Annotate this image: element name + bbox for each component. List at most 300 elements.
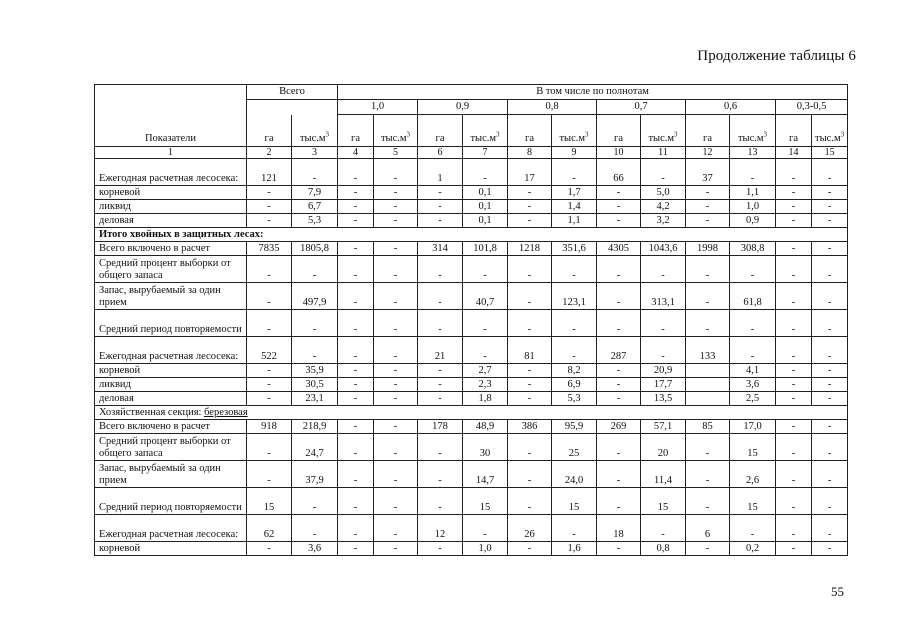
table-cell: -	[597, 392, 641, 406]
table-cell: -	[812, 256, 848, 283]
table-cell: 314	[418, 242, 463, 256]
table-cell: -	[686, 200, 730, 214]
table-cell: -	[597, 256, 641, 283]
table-cell: -	[374, 488, 418, 515]
table-cell: 35,9	[292, 364, 338, 378]
header-density: 0,3-0,5	[776, 100, 848, 115]
table-cell: 1,8	[463, 392, 508, 406]
row-label	[95, 461, 247, 488]
table-cell: 5,3	[292, 214, 338, 228]
table-cell: -	[374, 461, 418, 488]
table-cell: 918	[247, 420, 292, 434]
table-cell: 1,7	[552, 186, 597, 200]
table-cell: -	[374, 434, 418, 461]
table-cell: 2,5	[730, 392, 776, 406]
header-including: В том числе по полнотам	[338, 85, 848, 100]
row-label-text: корневой	[99, 365, 141, 376]
table-cell: -	[812, 283, 848, 310]
column-number: 12	[686, 147, 730, 159]
row-label-text: деловая	[99, 393, 134, 404]
table-cell: 15	[730, 434, 776, 461]
table-cell: -	[508, 214, 552, 228]
table-cell: -	[418, 283, 463, 310]
table-cell: -	[552, 515, 597, 542]
table-cell: 2,7	[463, 364, 508, 378]
table-cell	[686, 378, 730, 392]
table-cell: 61,8	[730, 283, 776, 310]
table-cell: -	[597, 378, 641, 392]
table-cell: 95,9	[552, 420, 597, 434]
table-cell: 6,7	[292, 200, 338, 214]
table-cell: 351,6	[552, 242, 597, 256]
table-cell: -	[374, 420, 418, 434]
page-number: 55	[831, 584, 844, 599]
unit-m3-superscript: 3	[496, 130, 500, 139]
table-cell: 14,7	[463, 461, 508, 488]
table-cell: -	[812, 378, 848, 392]
table-cell: 8,2	[552, 364, 597, 378]
row-label-text: Средний процент выборки от общего запаса	[99, 436, 231, 459]
table-cell: -	[247, 378, 292, 392]
table-cell: 1218	[508, 242, 552, 256]
table-cell: 0,1	[463, 214, 508, 228]
table-cell: -	[338, 337, 374, 364]
table-cell: -	[338, 256, 374, 283]
table-cell: -	[247, 283, 292, 310]
table-cell: -	[418, 378, 463, 392]
table-cell: -	[597, 200, 641, 214]
table-cell: -	[374, 364, 418, 378]
table-cell: -	[247, 186, 292, 200]
table-cell: -	[552, 159, 597, 186]
row-label-text: Ежегодная расчетная лесосека:	[99, 351, 239, 362]
table-cell: -	[776, 364, 812, 378]
header-unit-m3	[463, 115, 508, 147]
table-cell: -	[508, 542, 552, 556]
table-cell: -	[418, 434, 463, 461]
header-unit-ha: га	[247, 115, 292, 147]
table-cell: -	[508, 364, 552, 378]
column-number: 14	[776, 147, 812, 159]
table-row	[95, 310, 848, 337]
table-cell: 3,2	[641, 214, 686, 228]
row-label	[95, 186, 247, 200]
table-cell: -	[374, 392, 418, 406]
table-caption: Продолжение таблицы 6	[697, 48, 856, 64]
table-cell: 7,9	[292, 186, 338, 200]
table-cell: 40,7	[463, 283, 508, 310]
table-cell: -	[374, 186, 418, 200]
table-cell: -	[686, 214, 730, 228]
table-cell: -	[641, 337, 686, 364]
header-density: 1,0	[338, 100, 418, 115]
table-cell: 81	[508, 337, 552, 364]
table-cell	[686, 364, 730, 378]
section-row	[95, 406, 848, 420]
row-label-text: Запас, вырубаемый за один прием	[99, 285, 221, 308]
table-cell: 123,1	[552, 283, 597, 310]
table-cell: 25	[552, 434, 597, 461]
row-label-text: ликвид	[99, 379, 131, 390]
column-number: 7	[463, 147, 508, 159]
table-cell: -	[338, 378, 374, 392]
row-label	[95, 378, 247, 392]
table-cell: 26	[508, 515, 552, 542]
table-cell: -	[597, 542, 641, 556]
table-cell: -	[374, 242, 418, 256]
header-unit-ha: га	[776, 115, 812, 147]
table-cell: -	[418, 256, 463, 283]
table-cell: 85	[686, 420, 730, 434]
table-cell: 30,5	[292, 378, 338, 392]
table-cell: 3,6	[292, 542, 338, 556]
table-cell: -	[776, 337, 812, 364]
table-cell: -	[247, 392, 292, 406]
table-cell: 0,1	[463, 186, 508, 200]
header-total-blank	[247, 100, 338, 115]
table-cell: -	[776, 488, 812, 515]
table-cell: -	[686, 186, 730, 200]
table-cell: 6,9	[552, 378, 597, 392]
header-unit-ha: га	[508, 115, 552, 147]
unit-m3-superscript: 3	[325, 130, 330, 139]
column-number: 15	[812, 147, 848, 159]
row-label-text: корневой	[99, 543, 141, 554]
table-cell: -	[338, 159, 374, 186]
column-number: 1	[95, 147, 247, 159]
unit-m3-text: тыс.м	[559, 133, 586, 144]
table-cell: -	[812, 242, 848, 256]
table-cell: -	[292, 488, 338, 515]
section-row	[95, 228, 848, 242]
table-cell: 37	[686, 159, 730, 186]
table-cell: -	[338, 488, 374, 515]
table-cell: 1998	[686, 242, 730, 256]
row-label	[95, 337, 247, 364]
table-cell: -	[508, 488, 552, 515]
column-number: 2	[247, 147, 292, 159]
table-cell: 497,9	[292, 283, 338, 310]
unit-m3-text: тыс.м	[815, 133, 841, 144]
table-cell: -	[338, 392, 374, 406]
header-unit-m3	[552, 115, 597, 147]
table-cell: -	[338, 200, 374, 214]
column-number: 5	[374, 147, 418, 159]
table-cell: -	[686, 434, 730, 461]
table-cell: 15	[641, 488, 686, 515]
table-cell: -	[508, 200, 552, 214]
table-cell: -	[374, 159, 418, 186]
table-cell: -	[641, 310, 686, 337]
table-cell: -	[812, 200, 848, 214]
section-label	[95, 406, 848, 420]
table-cell: -	[247, 461, 292, 488]
row-label	[95, 542, 247, 556]
table-cell: 1	[418, 159, 463, 186]
table-cell: 17,7	[641, 378, 686, 392]
table-cell: -	[812, 186, 848, 200]
header-density: 0,6	[686, 100, 776, 115]
table-cell: -	[247, 256, 292, 283]
unit-m3-text: тыс.м	[299, 133, 326, 144]
table-cell: -	[508, 186, 552, 200]
column-number: 10	[597, 147, 641, 159]
unit-m3-text: тыс.м	[648, 133, 675, 144]
row-label	[95, 159, 247, 186]
data-table	[94, 84, 848, 556]
unit-m3-text: тыс.м	[470, 133, 497, 144]
row-label-text: деловая	[99, 215, 134, 226]
table-cell: 62	[247, 515, 292, 542]
table-cell: -	[776, 515, 812, 542]
table-cell: -	[812, 337, 848, 364]
table-cell: -	[597, 461, 641, 488]
unit-m3-superscript: 3	[585, 130, 589, 139]
table-cell: -	[418, 310, 463, 337]
row-label-text: Средний период повторяемости	[99, 502, 242, 513]
table-cell: 21	[418, 337, 463, 364]
table-cell: -	[597, 186, 641, 200]
table-cell: -	[508, 256, 552, 283]
table-cell: 17	[508, 159, 552, 186]
table-cell: 1,4	[552, 200, 597, 214]
table-cell: -	[508, 434, 552, 461]
table-row	[95, 159, 848, 186]
table-cell: 0,2	[730, 542, 776, 556]
column-number: 3	[292, 147, 338, 159]
row-label-text: корневой	[99, 187, 141, 198]
table-cell: 48,9	[463, 420, 508, 434]
table-cell: 4305	[597, 242, 641, 256]
table-cell: -	[812, 434, 848, 461]
row-label	[95, 434, 247, 461]
table-cell: -	[247, 542, 292, 556]
table-cell: 11,4	[641, 461, 686, 488]
table-cell: -	[418, 214, 463, 228]
table-row	[95, 364, 848, 378]
table-cell: -	[508, 392, 552, 406]
table-row	[95, 515, 848, 542]
table-cell: 15	[247, 488, 292, 515]
table-cell: -	[418, 542, 463, 556]
table-cell: -	[812, 420, 848, 434]
row-label-text: Хозяйственная секция:	[99, 407, 205, 418]
section-label	[95, 228, 848, 242]
table-cell: -	[597, 214, 641, 228]
table-cell: -	[730, 256, 776, 283]
table-cell: -	[508, 310, 552, 337]
table-cell: -	[776, 542, 812, 556]
table-cell: -	[463, 256, 508, 283]
table-cell: 1043,6	[641, 242, 686, 256]
table-cell: 18	[597, 515, 641, 542]
table-cell: -	[247, 214, 292, 228]
table-cell: -	[338, 515, 374, 542]
table-cell: -	[776, 461, 812, 488]
table-cell: 269	[597, 420, 641, 434]
row-label	[95, 256, 247, 283]
row-label	[95, 242, 247, 256]
column-number: 13	[730, 147, 776, 159]
table-cell: 308,8	[730, 242, 776, 256]
table-row	[95, 283, 848, 310]
table-cell: 4,2	[641, 200, 686, 214]
table-cell: -	[641, 256, 686, 283]
table-cell: 3,6	[730, 378, 776, 392]
table-cell: -	[463, 515, 508, 542]
table-row	[95, 461, 848, 488]
table-cell: 0,1	[463, 200, 508, 214]
table-cell: -	[247, 310, 292, 337]
row-label-text: Ежегодная расчетная лесосека:	[99, 529, 239, 540]
header-density: 0,7	[597, 100, 686, 115]
row-label-text: ликвид	[99, 201, 131, 212]
row-label	[95, 392, 247, 406]
table-cell: 522	[247, 337, 292, 364]
table-cell: -	[292, 337, 338, 364]
table-cell: -	[776, 378, 812, 392]
table-cell: 12	[418, 515, 463, 542]
row-label-underlined: березовая	[204, 407, 248, 418]
table-cell: 1,1	[552, 214, 597, 228]
row-label-text: Всего включено в расчет	[99, 243, 211, 254]
table-cell: -	[247, 364, 292, 378]
table-row	[95, 488, 848, 515]
unit-m3-text: тыс.м	[737, 133, 764, 144]
table-cell: -	[508, 283, 552, 310]
table-cell: -	[338, 283, 374, 310]
table-cell: -	[374, 214, 418, 228]
table-cell: 2,6	[730, 461, 776, 488]
table-cell: -	[292, 515, 338, 542]
row-label	[95, 488, 247, 515]
table-cell: 15	[730, 488, 776, 515]
table-cell: -	[776, 186, 812, 200]
table-cell: 178	[418, 420, 463, 434]
table-cell: -	[552, 337, 597, 364]
unit-m3-superscript: 3	[763, 130, 768, 139]
header-unit-ha: га	[686, 115, 730, 147]
table-cell: -	[418, 364, 463, 378]
table-cell: -	[338, 214, 374, 228]
table-cell: -	[418, 200, 463, 214]
row-label-text: Итого хвойных в защитных лесах:	[99, 229, 264, 240]
table-cell: -	[812, 488, 848, 515]
table-cell: 5,3	[552, 392, 597, 406]
table-cell: 6	[686, 515, 730, 542]
table-cell: -	[338, 364, 374, 378]
table-cell: -	[338, 461, 374, 488]
row-label-text: Всего включено в расчет	[99, 421, 211, 432]
row-label	[95, 310, 247, 337]
header-total: Всего	[247, 85, 338, 100]
table-cell: -	[812, 542, 848, 556]
data-table-container	[94, 84, 848, 556]
table-cell: 5,0	[641, 186, 686, 200]
table-cell: -	[812, 159, 848, 186]
table-cell: 15	[552, 488, 597, 515]
table-cell: -	[374, 256, 418, 283]
table-cell: -	[776, 159, 812, 186]
table-cell: 0,9	[730, 214, 776, 228]
table-cell: 386	[508, 420, 552, 434]
row-label-text: Запас, вырубаемый за один прием	[99, 463, 221, 486]
row-label	[95, 283, 247, 310]
table-cell: -	[338, 542, 374, 556]
table-cell: 17,0	[730, 420, 776, 434]
table-cell: -	[463, 337, 508, 364]
row-label	[95, 364, 247, 378]
table-cell: 133	[686, 337, 730, 364]
table-cell: -	[686, 461, 730, 488]
table-cell: -	[641, 159, 686, 186]
table-cell: -	[812, 364, 848, 378]
table-cell: 1805,8	[292, 242, 338, 256]
table-cell: 24,7	[292, 434, 338, 461]
table-cell: 121	[247, 159, 292, 186]
table-cell: -	[374, 310, 418, 337]
table-row	[95, 434, 848, 461]
table-cell: -	[463, 159, 508, 186]
table-cell: 101,8	[463, 242, 508, 256]
table-cell: -	[776, 420, 812, 434]
table-cell: -	[812, 461, 848, 488]
table-cell: 1,0	[730, 200, 776, 214]
table-row	[95, 542, 848, 556]
row-label-text: Средний процент выборки от общего запаса	[99, 258, 231, 281]
table-cell: -	[508, 378, 552, 392]
table-row	[95, 392, 848, 406]
table-cell: 7835	[247, 242, 292, 256]
table-row	[95, 242, 848, 256]
table-row	[95, 378, 848, 392]
table-cell: -	[418, 392, 463, 406]
column-number: 8	[508, 147, 552, 159]
column-number: 11	[641, 147, 686, 159]
table-cell: 0,8	[641, 542, 686, 556]
table-cell: -	[418, 461, 463, 488]
table-cell: -	[686, 310, 730, 337]
header-unit-ha: га	[418, 115, 463, 147]
table-cell: -	[641, 515, 686, 542]
row-label	[95, 200, 247, 214]
table-cell: -	[374, 200, 418, 214]
column-number: 4	[338, 147, 374, 159]
table-cell: 287	[597, 337, 641, 364]
table-cell: 37,9	[292, 461, 338, 488]
table-cell: 20,9	[641, 364, 686, 378]
table-cell: 15	[463, 488, 508, 515]
table-cell: -	[812, 310, 848, 337]
table-row	[95, 214, 848, 228]
header-unit-m3	[812, 115, 848, 147]
table-cell: -	[338, 434, 374, 461]
table-cell: 218,9	[292, 420, 338, 434]
header-unit-m3	[292, 115, 338, 147]
table-cell: -	[776, 200, 812, 214]
table-cell: -	[418, 488, 463, 515]
header-unit-ha: га	[338, 115, 374, 147]
table-cell: -	[247, 200, 292, 214]
table-cell: 313,1	[641, 283, 686, 310]
table-cell: 23,1	[292, 392, 338, 406]
table-cell: -	[730, 310, 776, 337]
table-cell: -	[292, 310, 338, 337]
table-cell: -	[776, 392, 812, 406]
table-cell: -	[374, 337, 418, 364]
table-cell: -	[338, 186, 374, 200]
table-row	[95, 337, 848, 364]
